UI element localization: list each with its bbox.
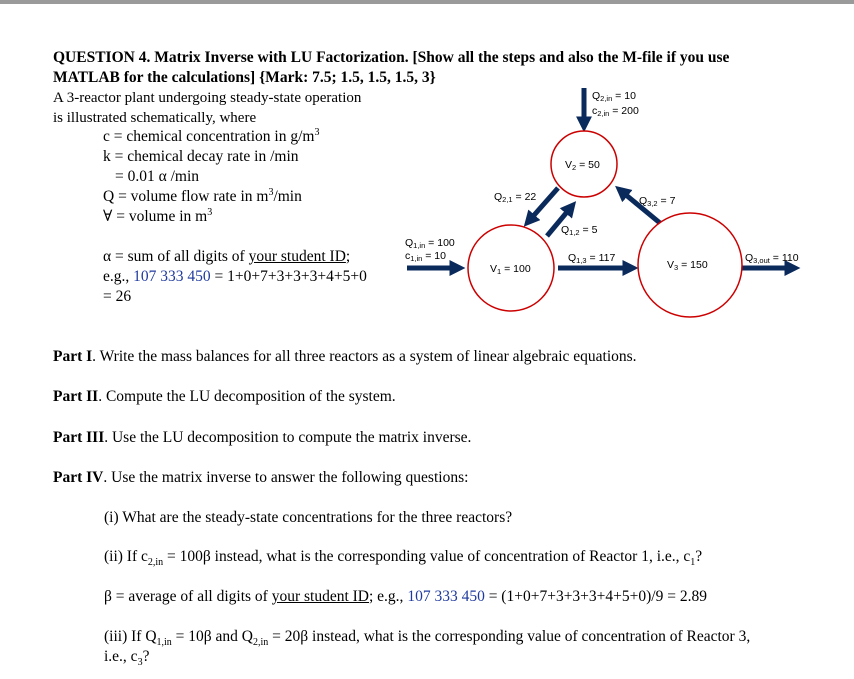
part-1: Part I. Write the mass balances for all three reactors as a system of linear algebraic equations. bbox=[53, 348, 637, 365]
alpha-result: = 26 bbox=[103, 288, 132, 305]
label-q3out: Q3,out = 110 bbox=[745, 252, 799, 265]
alpha-example: e.g., 107 333 450 = 1+0+7+3+3+3+4+5+0 bbox=[103, 268, 367, 285]
label-c1in: c1,in = 10 bbox=[405, 250, 446, 263]
label-q2in: Q2,in = 10 bbox=[592, 90, 636, 103]
intro-line2: is illustrated schematically, where bbox=[53, 110, 257, 126]
label-c2in: c2,in = 200 bbox=[592, 105, 639, 118]
question-ii: (ii) If $c_{2,in} = 100\beta$ instead, what is the corresponding value of concentration of Reactor 1, i.e., $c_1$? bbox=[104, 548, 703, 569]
label-q13: Q1,3 = 117 bbox=[568, 252, 616, 265]
def-c: c = chemical concentration in $g/m^3$ bbox=[103, 126, 320, 145]
reactor-3-label: V3 = 150 bbox=[667, 259, 708, 272]
beta-definition: β = average of all digits of your student ID; e.g., 107 333 450 = (1+0+7+3+3+3+4+5+0)/9 = 2.89 bbox=[104, 588, 707, 605]
label-q12: Q1,2 = 5 bbox=[561, 224, 598, 237]
def-V: ∀ = volume in $m^3$ bbox=[103, 206, 213, 225]
def-k-value: = 0.01 α /min bbox=[115, 168, 200, 185]
question-i: (i) What are the steady-state concentrations for the three reactors? bbox=[104, 509, 513, 526]
reactor-1-label: V1 = 100 bbox=[490, 263, 531, 276]
question-iii-cont: i.e., $c_3$? bbox=[104, 648, 150, 669]
question-title-line2: MATLAB for the calculations] {Mark: 7.5; 1.5, 1.5, 1.5, 3} bbox=[53, 69, 436, 86]
label-q1in: Q1,in = 100 bbox=[405, 237, 455, 250]
reactor-2-label: V2 = 50 bbox=[565, 159, 600, 172]
part-4: Part IV. Use the matrix inverse to answer the following questions: bbox=[53, 469, 469, 486]
def-k: k = chemical decay rate in /min bbox=[103, 148, 299, 165]
question-iii: (iii) If $Q_{1,in} = 10\beta$ and $Q_{2,in} = 20\beta$ instead, what is the corresponding value of concentration of Reactor 3, bbox=[104, 628, 751, 649]
alpha-definition: α = sum of all digits of your student ID; bbox=[103, 248, 351, 265]
intro-line1: A 3-reactor plant undergoing steady-state operation bbox=[53, 90, 362, 106]
question-title-line1: QUESTION 4. Matrix Inverse with LU Factorization. [Show all the steps and also the M-file if you use bbox=[53, 49, 730, 66]
def-Q: Q = volume flow rate in $m^3/\min$ bbox=[103, 186, 302, 205]
part-2: Part II. Compute the LU decomposition of the system. bbox=[53, 388, 396, 405]
top-border bbox=[0, 0, 854, 4]
part-3: Part III. Use the LU decomposition to compute the matrix inverse. bbox=[53, 429, 472, 446]
reactor-diagram bbox=[400, 82, 820, 342]
label-q21: Q2,1 = 22 bbox=[494, 191, 537, 204]
label-q32: Q3,2 = 7 bbox=[639, 195, 676, 208]
